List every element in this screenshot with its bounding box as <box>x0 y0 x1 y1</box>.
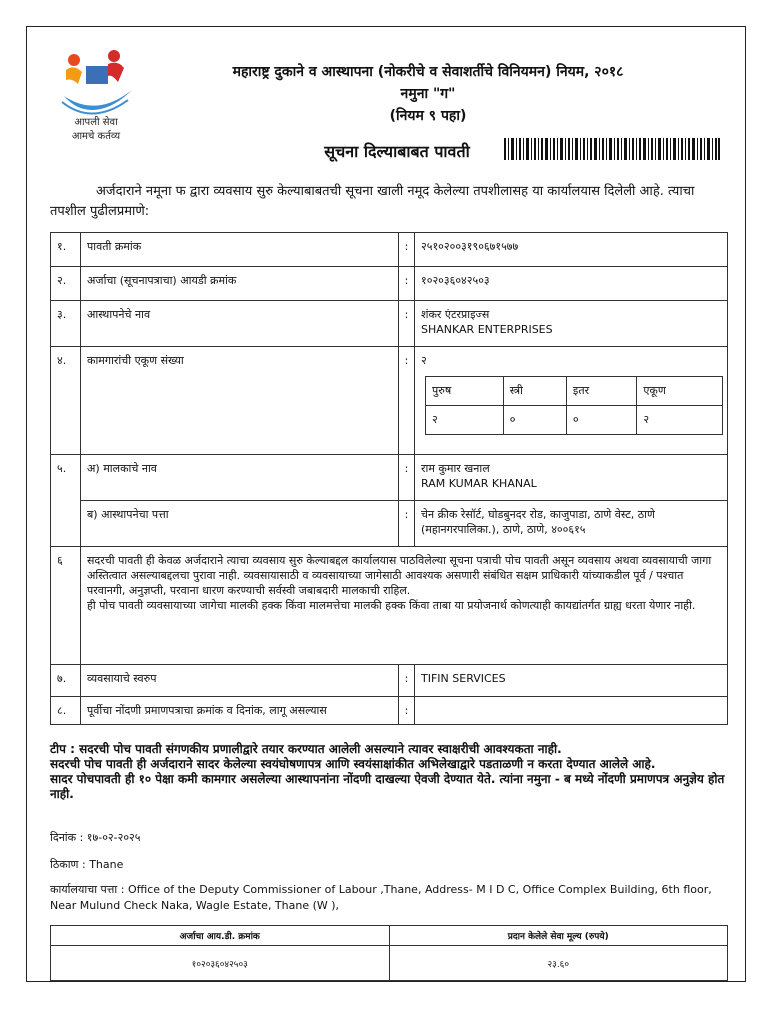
fee-application-id: १०२०३६०४२५०३ <box>51 946 390 981</box>
colon: : <box>399 267 415 301</box>
establishment-address: चेन क्रीक रेसॉर्ट, घोडबुनदर रोड, काजुपाडा, ठाणे वेस्ट, ठाणे (महानगरपालिका.), ठाणे, ठाणे, ४००६१५ <box>415 501 728 547</box>
disclaimer-paragraph-2: ही पोच पावती व्यवसायाच्या जागेचा मालकी हक्क किंवा मालमत्तेचा मालकी हक्क किंवा ताबा या प्रयोजनार्थ कोणत्याही कायद्यांतर्गत ग्राह्य धरता येणार नाही. <box>87 599 696 612</box>
field-label: ब) आस्थापनेचा पत्ता <box>81 501 399 547</box>
details-table <box>50 232 728 725</box>
application-id: १०२०३६०४२५०३ <box>415 267 728 301</box>
worker-count: २ <box>421 354 427 367</box>
logo-caption-line1: आपली सेवा <box>74 117 118 128</box>
intro-paragraph: अर्जदाराने नमूना फ द्वारा व्यवसाय सुरु केल्याबाबतची सूचना खाली नमूद केलेल्या तपशीलासह या कार्यालयास दिलेली आहे. त्याचा तपशील पुढीलप्रमाणे: <box>50 184 695 219</box>
breakdown-header-row <box>426 377 723 406</box>
fee-amount: २३.६० <box>389 946 728 981</box>
rule-reference: (नियम ९ पहा) <box>389 108 467 124</box>
table-row <box>51 301 728 347</box>
field-label: अ) मालकाचे नाव <box>81 455 399 501</box>
barcode <box>504 138 720 160</box>
header-female: स्त्री <box>503 377 566 406</box>
table-row <box>51 233 728 267</box>
owner-name-english: RAM KUMAR KHANAL <box>421 477 537 490</box>
business-nature: TIFIN SERVICES <box>415 665 728 697</box>
form-name: नमुना "ग" <box>400 86 456 102</box>
fee-value-row <box>51 946 728 981</box>
worker-count-cell <box>415 347 728 455</box>
note-line-3: सादर पोचपावती ही १० पेक्षा कमी कामगार असलेल्या आस्थापनांना नोंदणी दाखल्या ऐवजी देण्यात येते. त्यांना नमुना - ब मध्ये नोंदणी प्रमाणपत्र अनुज्ञेय होत नाही. <box>50 772 725 801</box>
colon: : <box>399 233 415 267</box>
previous-registration <box>415 697 728 725</box>
colon: : <box>399 665 415 697</box>
issue-place: ठिकाण : Thane <box>50 858 124 871</box>
header-service-fee: प्रदान केलेले सेवा मूल्य (रुपये) <box>389 926 728 946</box>
row-number: ५. <box>51 455 81 547</box>
breakdown-value-row <box>426 406 723 435</box>
table-row <box>51 347 728 455</box>
value-male: २ <box>426 406 504 435</box>
disclaimer-text <box>81 547 728 665</box>
colon: : <box>399 301 415 347</box>
field-label: पूर्वीचा नोंदणी प्रमाणपत्राचा क्रमांक व दिनांक, लागू असल्यास <box>81 697 399 725</box>
value-female: ० <box>503 406 566 435</box>
row-number: ७. <box>51 665 81 697</box>
table-row <box>51 501 728 547</box>
table-row <box>51 267 728 301</box>
establishment-name <box>415 301 728 347</box>
fee-header-row <box>51 926 728 946</box>
owner-name <box>415 455 728 501</box>
note-line-1: टीप : सदरची पोच पावती संगणकीय प्रणालीद्वारे तयार करण्यात आलेली असल्याने त्यावर स्वाक्षरीची आवश्यकता नाही. <box>50 742 562 756</box>
office-address: कार्यालयाचा पत्ता : Office of the Deputy Commissioner of Labour ,Thane, Address- M I D C, Office Complex Building, 6th floor, Near Mulund Check Naka, Wagle Estate, Thane (W ), <box>50 883 712 912</box>
issue-date: दिनांक : १७-०२-२०२५ <box>50 831 141 844</box>
header-application-id: अर्जाचा आय.डी. क्रमांक <box>51 926 390 946</box>
colon: : <box>399 347 415 455</box>
disclaimer-paragraph-1: सदरची पावती ही केवळ अर्जदाराने त्याचा व्यवसाय सुरु केल्याबद्दल कार्यालयास पाठविलेल्या सूचना पत्राची पोच पावती असून व्यवसाय अथवा व्यवसायाची जागा अस्तित्वात असल्याबद्दलचा पुरावा नाही. व्यवसायासाठी व व्यवसायाच्या जागेसाठी आवश्यक असणारी संबंधित सक्षम प्राधिकारी यांच्याकडील पूर्व / पश्चात परवानगी, अनुज्ञप्ती, परवाना धारण करण्याची सर्वस्वी जबाबदारी मालकाची राहिल. <box>87 554 712 597</box>
header-other: इतर <box>566 377 636 406</box>
row-number: ३. <box>51 301 81 347</box>
row-number: १. <box>51 233 81 267</box>
header-total: एकूण <box>637 377 723 406</box>
logo-caption <box>52 116 140 144</box>
field-label: अर्जाचा (सूचनापत्राचा) आयडी क्रमांक <box>81 267 399 301</box>
table-row <box>51 697 728 725</box>
note-section <box>50 742 740 802</box>
note-line-2: सदरची पोच पावती ही अर्जदाराने सादर केलेल्या स्वयंघोषणापत्र आणि स्वयंसाक्षांकीत अभिलेखाद्वारे पडताळणी न करता देण्यात आलेले आहे. <box>50 757 656 771</box>
table-row <box>51 547 728 665</box>
field-label: आस्थापनेचे नाव <box>81 301 399 347</box>
receipt-number: २५१०२००३१९०६७१५७७ <box>415 233 728 267</box>
value-total: २ <box>637 406 723 435</box>
field-label: पावती क्रमांक <box>81 233 399 267</box>
row-number: २. <box>51 267 81 301</box>
table-row <box>51 665 728 697</box>
row-number: ६ <box>51 547 81 665</box>
colon: : <box>399 501 415 547</box>
establishment-name-marathi: शंकर एंटरप्राइज्स <box>421 308 490 321</box>
establishment-name-english: SHANKAR ENTERPRISES <box>421 323 553 336</box>
rules-heading: महाराष्ट्र दुकाने व आस्थापना (नोकरीचे व सेवाशर्तीचे विनियमन) नियम, २०१८ <box>232 64 624 80</box>
document-title: सूचना दिल्याबाबत पावती <box>324 142 470 161</box>
colon: : <box>399 697 415 725</box>
table-row <box>51 455 728 501</box>
logo-caption-line2: आमचे कर्तव्य <box>71 131 121 142</box>
header-male: पुरुष <box>426 377 504 406</box>
colon: : <box>399 455 415 501</box>
value-other: ० <box>566 406 636 435</box>
field-label: व्यवसायाचे स्वरुप <box>81 665 399 697</box>
fee-table <box>50 925 728 981</box>
field-label: कामगारांची एकूण संख्या <box>81 347 399 455</box>
row-number: ४. <box>51 347 81 455</box>
row-number: ८. <box>51 697 81 725</box>
worker-breakdown-table <box>425 376 723 435</box>
owner-name-marathi: राम कुमार खनाल <box>421 462 490 475</box>
